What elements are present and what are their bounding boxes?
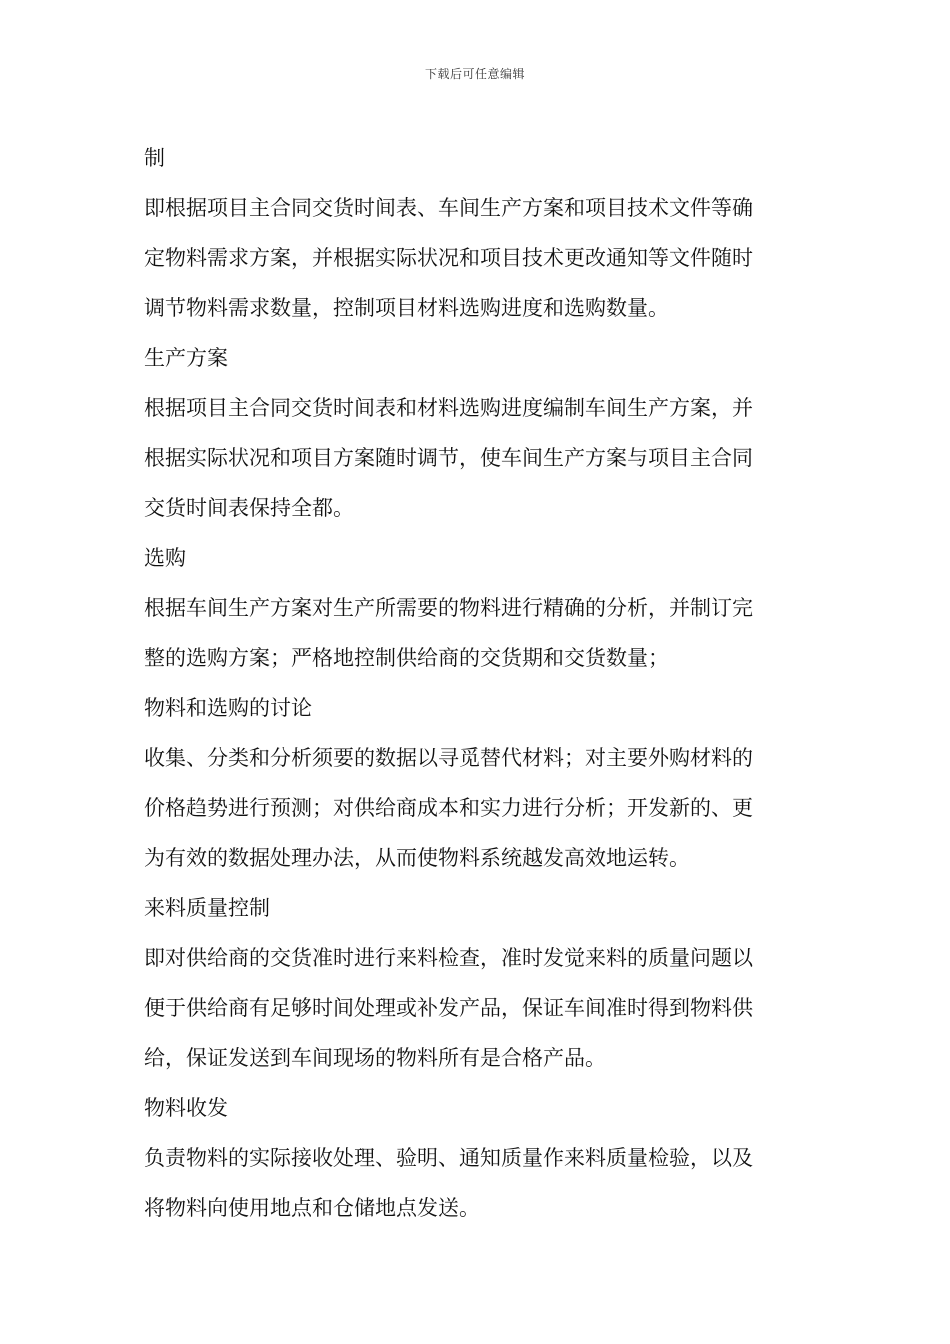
text-line: 根据实际状况和项目方案随时调节，使车间生产方案与项目主合同 bbox=[144, 446, 753, 470]
text-line: 即对供给商的交货准时进行来料检查，准时发觉来料的质量问题以 bbox=[144, 946, 753, 970]
text-line: 根据项目主合同交货时间表和材料选购进度编制车间生产方案，并 bbox=[144, 396, 753, 420]
text-line: 根据车间生产方案对生产所需要的物料进行精确的分析，并制订完 bbox=[144, 596, 753, 620]
section-heading: 选购 bbox=[144, 546, 186, 570]
text-line: 交货时间表保持全都。 bbox=[144, 496, 354, 520]
text-line: 为有效的数据处理办法，从而使物料系统越发高效地运转。 bbox=[144, 846, 690, 870]
text-line: 定物料需求方案，并根据实际状况和项目技术更改通知等文件随时 bbox=[144, 246, 753, 270]
text-line: 便于供给商有足够时间处理或补发产品，保证车间准时得到物料供 bbox=[144, 996, 753, 1020]
section-heading: 物料和选购的讨论 bbox=[144, 696, 312, 720]
text-line: 价格趋势进行预测；对供给商成本和实力进行分析；开发新的、更 bbox=[144, 796, 753, 820]
text-line: 制 bbox=[144, 146, 165, 170]
text-line: 调节物料需求数量，控制项目材料选购进度和选购数量。 bbox=[144, 296, 669, 320]
text-line: 负责物料的实际接收处理、验明、通知质量作来料质量检验，以及 bbox=[144, 1146, 753, 1170]
text-line: 整的选购方案；严格地控制供给商的交货期和交货数量； bbox=[144, 646, 669, 670]
text-line: 给，保证发送到车间现场的物料所有是合格产品。 bbox=[144, 1046, 606, 1070]
section-heading: 物料收发 bbox=[144, 1096, 228, 1120]
text-line: 收集、分类和分析须要的数据以寻觅替代材料；对主要外购材料的 bbox=[144, 746, 753, 770]
document-body bbox=[144, 133, 808, 1233]
text-line: 将物料向使用地点和仓储地点发送。 bbox=[144, 1196, 480, 1220]
section-heading: 生产方案 bbox=[144, 346, 228, 370]
text-line: 即根据项目主合同交货时间表、车间生产方案和项目技术文件等确 bbox=[144, 196, 753, 220]
page-header: 下载后可任意编辑 bbox=[424, 67, 525, 81]
section-heading: 来料质量控制 bbox=[144, 896, 270, 920]
